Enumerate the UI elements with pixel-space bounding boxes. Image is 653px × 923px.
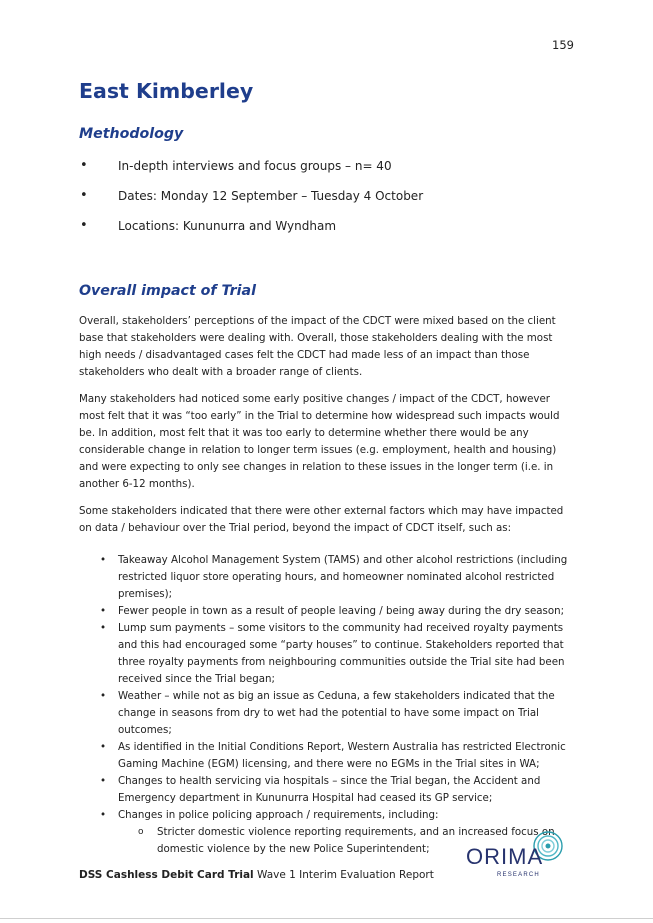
impact-body bbox=[79, 313, 577, 858]
circle-bullet-icon: o bbox=[138, 827, 144, 837]
bullet-icon: • bbox=[80, 188, 88, 203]
bullet-icon: • bbox=[100, 775, 107, 787]
paragraph: Many stakeholders had noticed some early positive changes / impact of the CDCT, however most felt that it was “too early” in the Trial to determine how widespread such impacts would be. In addition, most felt that it was too early to determine whether there would be any considerable change in relation to longer term issues (e.g. employment, health and housing) and were expecting to only see changes in relation to these issues in the longer term (i.e. in another 6-12 months). bbox=[79, 393, 560, 490]
paragraph: Some stakeholders indicated that there were other external factors which may have impacted on data / behaviour over the Trial period, beyond the impact of CDCT itself, such as: bbox=[79, 505, 564, 534]
bullet-icon: • bbox=[100, 554, 107, 566]
document-page: 159 East Kimberley Methodology • In-depth interviews and focus groups – n= 40 • Dates: Monday 12 September – Tuesday 4 October • Locations: Kununurra and Wyndham Overall impact of Trial Overall, stakeholders’ perceptions of the impact of the CDCT were mixed based on the client base that stakeholders were dealing with. Overall, those stakeholders dealing with the most high needs / disadvantaged cases felt the CDCT had made less of an impact than those stakeholders who dealt with a broader range of clients. Many stakeholders had noticed some early positive changes / impact of the CDCT, however most felt that it was “too early” in the Trial to determine how widespread such impacts would be. In addition, most felt that it was too early to determine whether there would be any considerable change in relation to longer term issues (e.g. employment, health and housing) and were expecting to only see changes in relation to these issues in the longer term (i.e. in another 6-12 months). Some stakeholders indicated that there were other external factors which may have impacted on data / behaviour over the Trial period, beyond the impact of CDCT itself, such as: • Takeaway Alcohol Management System (TAMS) and other alcohol restrictions (including restricted liquor store operating hours, and homeowner nominated alcohol restricted premises); • Fewer people in town as a result of people leaving / being away during the dry season; • Lump sum payments – some visitors to the community had received royalty payments and this had encouraged some “party houses” to continue. Stakeholders reported that three royalty payments from neighbouring communities outside the Trial site had been received since the Trial began; • Weather – while not as big an issue as Ceduna, a few stakeholders indicated that the change in seasons from dry to wet had the potential to have some impact on Trial outcomes; • As identified in the Initial Conditions Report, Western Australia has restricted Electronic Gaming Machine (EGM) licensing, and there were no EGMs in the Trial sites in WA; • Changes to health servicing via hospitals – since the Trial began, the Accident and Emergency department in Kununurra Hospital had ceased its GP service; • Changes in police policing approach / requirements, including: o Stricter domestic violence reporting requirements, and an increased focus on domestic violence by the new Police Superintendent; ORIMA RESEARCH DSS Cashless Debit Card Trial Wave 1 Interim Evaluation Report bbox=[0, 0, 653, 923]
methodology-heading: Methodology bbox=[79, 126, 184, 142]
list-item: • Changes in police policing approach / requirements, including: o Stricter domestic violence reporting requirements, and an increased focus on domestic violence by the new Police Superintendent; bbox=[79, 807, 577, 858]
bullet-icon: • bbox=[100, 690, 107, 702]
list-item: • Weather – while not as big an issue as Ceduna, a few stakeholders indicated that the change in seasons from dry to wet had the potential to have some impact on Trial outcomes; bbox=[100, 690, 555, 736]
list-item: • Fewer people in town as a result of people leaving / being away during the dry season; bbox=[79, 603, 577, 620]
bullet-icon: • bbox=[80, 218, 88, 233]
bullet-icon: • bbox=[100, 741, 107, 753]
sub-list-item: o Stricter domestic violence reporting requirements, and an increased focus on domestic violence by the new Police Superintendent; bbox=[138, 826, 555, 855]
logo-wordmark: ORIMA bbox=[466, 844, 544, 869]
bullet-icon: • bbox=[80, 158, 88, 173]
divider bbox=[0, 918, 653, 919]
factors-list bbox=[79, 552, 577, 858]
list-item: • Lump sum payments – some visitors to the community had received royalty payments and this had encouraged some “party houses” to continue. Stakeholders reported that three royalty payments from neighbouring communities outside the Trial site had been received since the Trial began; bbox=[100, 622, 565, 685]
bullet-icon: • bbox=[100, 605, 107, 617]
logo-subtext: RESEARCH bbox=[497, 872, 540, 878]
bullet-icon: • bbox=[100, 622, 107, 634]
list-item: • As identified in the Initial Conditions Report, Western Australia has restricted Electronic Gaming Machine (EGM) licensing, and there were no EGMs in the Trial sites in WA; bbox=[100, 741, 566, 770]
list-item: • Changes to health servicing via hospitals – since the Trial began, the Accident and Emergency department in Kununurra Hospital had ceased its GP service; bbox=[100, 775, 541, 804]
orima-logo bbox=[465, 829, 575, 879]
paragraph: Overall, stakeholders’ perceptions of the impact of the CDCT were mixed based on the client base that stakeholders were dealing with. Overall, those stakeholders dealing with the most high needs / disadvantaged cases felt the CDCT had made less of an impact than those stakeholders who dealt with a broader range of clients. bbox=[79, 315, 556, 378]
page-number: 159 bbox=[552, 38, 574, 52]
page-footer: DSS Cashless Debit Card Trial Wave 1 Interim Evaluation Report bbox=[79, 869, 434, 881]
bullet-icon: • bbox=[100, 809, 107, 821]
impact-heading: Overall impact of Trial bbox=[79, 283, 256, 299]
page-title: East Kimberley bbox=[79, 79, 254, 103]
list-item: • Takeaway Alcohol Management System (TAMS) and other alcohol restrictions (including restricted liquor store operating hours, and homeowner nominated alcohol restricted premises); bbox=[100, 554, 568, 600]
